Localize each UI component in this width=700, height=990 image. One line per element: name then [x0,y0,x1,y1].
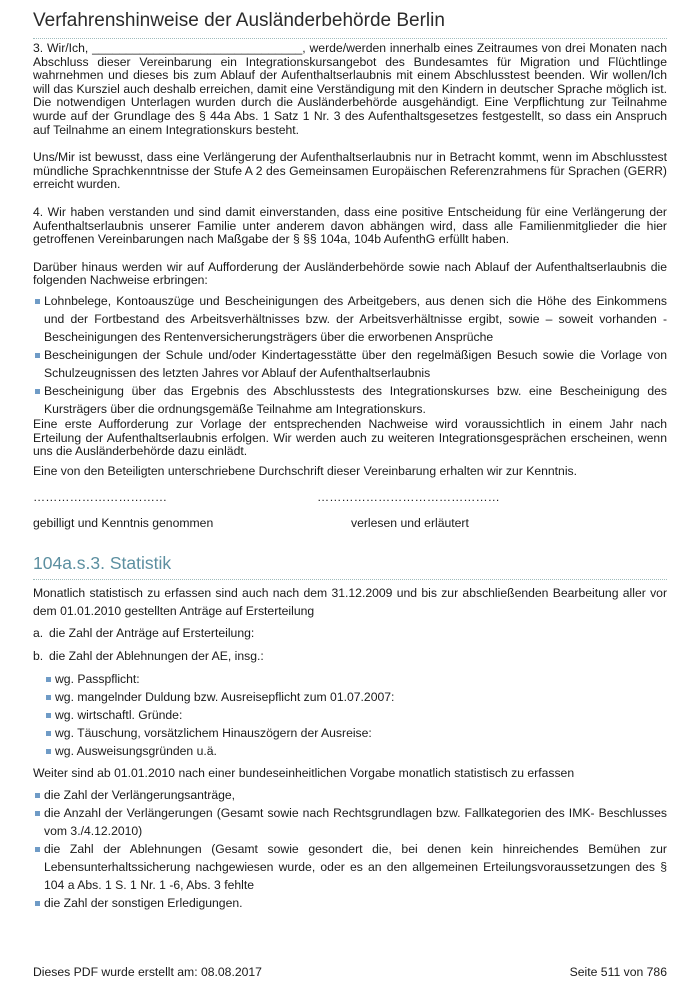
list-item: wg. Ausweisungsgründen u.ä. [44,742,667,760]
paragraph-awareness: Uns/Mir ist bewusst, dass eine Verlängerung der Aufenthaltserlaubnis nur in Betracht kommt, wenn im Abschlusstest mündliche Sprachkenntnisse der Stufe A 2 des Gemeinsamen Europäischen Referenzrahmens für Sprachen (GERR) erreicht wurden. [33,150,667,192]
list-item: Bescheinigung über das Ergebnis des Abschlusstests des Integrationskurses bzw. eine Bescheinigung des Kursträgers über die ordnungsgemäße Teilnahme am Integrationskurs. [33,382,667,418]
page-header-title: Verfahrenshinweise der Ausländerbehörde Berlin [33,10,667,39]
list-item: die Zahl der Verlängerungsanträge, [33,786,667,804]
signature-line-left: …………………………… [33,490,168,505]
statistics-section [33,584,667,912]
list-item-a: a. die Zahl der Anträge auf Ersterteilung: [33,626,255,640]
list-item: die Zahl der Ablehnungen (Gesamt sowie gesondert die, bei denen kein hinreichendes Bemühen zur Lebensunterhaltssicherung nachgewiesen wurde, oder es an den allgemeinen Erteilungsvoraussetzungen des § 104 a Abs. 1 S. 1 Nr. 1 -6, Abs. 3 fehlte [33,840,667,894]
signature-lines [33,491,667,511]
list-item: wg. mangelnder Duldung bzw. Ausreisepflicht zum 01.07.2007: [44,688,667,706]
signature-line-right: ……………………………………… [317,490,500,505]
rejection-reasons-list [44,670,667,760]
footer-page-number: Seite 511 von 786 [569,965,667,979]
square-bullet-icon [46,749,51,754]
square-bullet-icon [35,299,40,304]
square-bullet-icon [35,811,40,816]
list-item: die Zahl der sonstigen Erledigungen. [33,894,667,912]
evidence-list [33,292,667,418]
signature-label-right: verlesen und erläutert [351,516,469,531]
paragraph-evidence-intro: Darüber hinaus werden wir auf Aufforderung der Ausländerbehörde sowie nach Ablauf der Aufenthaltserlaubnis die folgenden Nachweise erbringen: [33,259,667,288]
square-bullet-icon [35,389,40,394]
page-footer [33,965,667,979]
paragraph-3: 3. Wir/Ich, _______________________________, werde/werden innerhalb eines Zeitraumes von drei Monaten nach Abschluss dieser Vereinbarung ein Integrationskursangebot des Bundesamtes für Migration und Flüchtlinge wahrnehmen und dieses bis zum Ablauf der Aufenthaltserlaubnis mit einem Abschlusstest beenden. Wir wollen/Ich will das Kursziel auch deshalb erreichen, damit eine Verständigung mit den Kindern in deutscher Sprache möglich ist. Die notwendigen Unterlagen wurden durch die Ausländerbehörde ausgehändigt. Eine Verpflichtung zur Teilnahme wurde auf der Grundlage des § 44a Abs. 1 Satz 1 Nr. 3 des Aufenthaltsgesetzes festgestellt, so dass ein Anspruch auf Teilnahme an einem Integrationskurs besteht. [33,41,667,137]
list-marker: a. [33,626,44,640]
paragraph-copy: Eine von den Beteiligten unterschriebene Durchschrift dieser Vereinbarung erhalten wir zur Kenntnis. [33,463,578,478]
footer-created-date: Dieses PDF wurde erstellt am: 08.08.2017 [33,965,262,979]
square-bullet-icon [46,731,51,736]
list-marker: b. [33,649,44,663]
square-bullet-icon [46,695,51,700]
list-item: wg. Täuschung, vorsätzlichem Hinauszögern der Ausreise: [44,724,667,742]
monthly-statistics-list [33,786,667,912]
square-bullet-icon [35,901,40,906]
list-item: Lohnbelege, Kontoauszüge und Bescheinigungen des Arbeitgebers, aus denen sich die Höhe des Einkommens und der Fortbestand des Arbeitsverhältnisses bzw. der Arbeitsverhältnisse ergibt, sowie – soweit vorhanden - Bescheinigungen des Rentenversicherungsträgers über die erworbenen Ansprüche [33,292,667,346]
square-bullet-icon [35,847,40,852]
list-item: wg. wirtschaftl. Gründe: [44,706,667,724]
paragraph-request: Eine erste Aufforderung zur Vorlage der entsprechenden Nachweise wird voraussichtlich in einem Jahr nach Erteilung der Aufenthaltserlaubnis erfolgen. Wir werden auch zu weiteren Integrationsgesprächen erscheinen, wenn uns die Ausländerbehörde dazu einlädt. [33,416,667,459]
section-heading: 104a.s.3. Statistik [33,553,667,580]
agreement-text [33,42,667,537]
square-bullet-icon [35,793,40,798]
signature-label-left: gebilligt und Kenntnis genommen [33,516,214,531]
statistics-further: Weiter sind ab 01.01.2010 nach einer bundeseinheitlichen Vorgabe monatlich statistisch zu erfassen [33,766,575,780]
list-item: wg. Passpflicht: [44,670,667,688]
signature-labels [33,517,667,537]
square-bullet-icon [35,353,40,358]
square-bullet-icon [46,677,51,682]
list-item: Bescheinigungen der Schule und/oder Kindertagesstätte über den regelmäßigen Besuch sowie die Vorlage von Schulzeugnissen des letzten Jahres vor Ablauf der Aufenthaltserlaubnis [33,346,667,382]
square-bullet-icon [46,713,51,718]
list-item-b: b. die Zahl der Ablehnungen der AE, insg.: [33,649,264,663]
statistics-intro: Monatlich statistisch zu erfassen sind auch nach dem 31.12.2009 und bis zur abschließenden Bearbeitung aller vor dem 01.01.2010 gestellten Anträge auf Ersterteilung [33,586,667,618]
paragraph-4: 4. Wir haben verstanden und sind damit einverstanden, dass eine positive Entscheidung für eine Verlängerung der Aufenthaltserlaubnis unserer Familie unter anderem davon abhängen wird, dass alle Familienmitglieder die hier getroffenen Vereinbarungen nach Maßgabe der § §§ 104a, 104b AufenthG erfüllt haben. [33,204,667,247]
list-item: die Anzahl der Verlängerungen (Gesamt sowie nach Rechtsgrundlagen bzw. Fallkategorien des IMK- Beschlusses vom 3./4.12.2010) [33,804,667,840]
